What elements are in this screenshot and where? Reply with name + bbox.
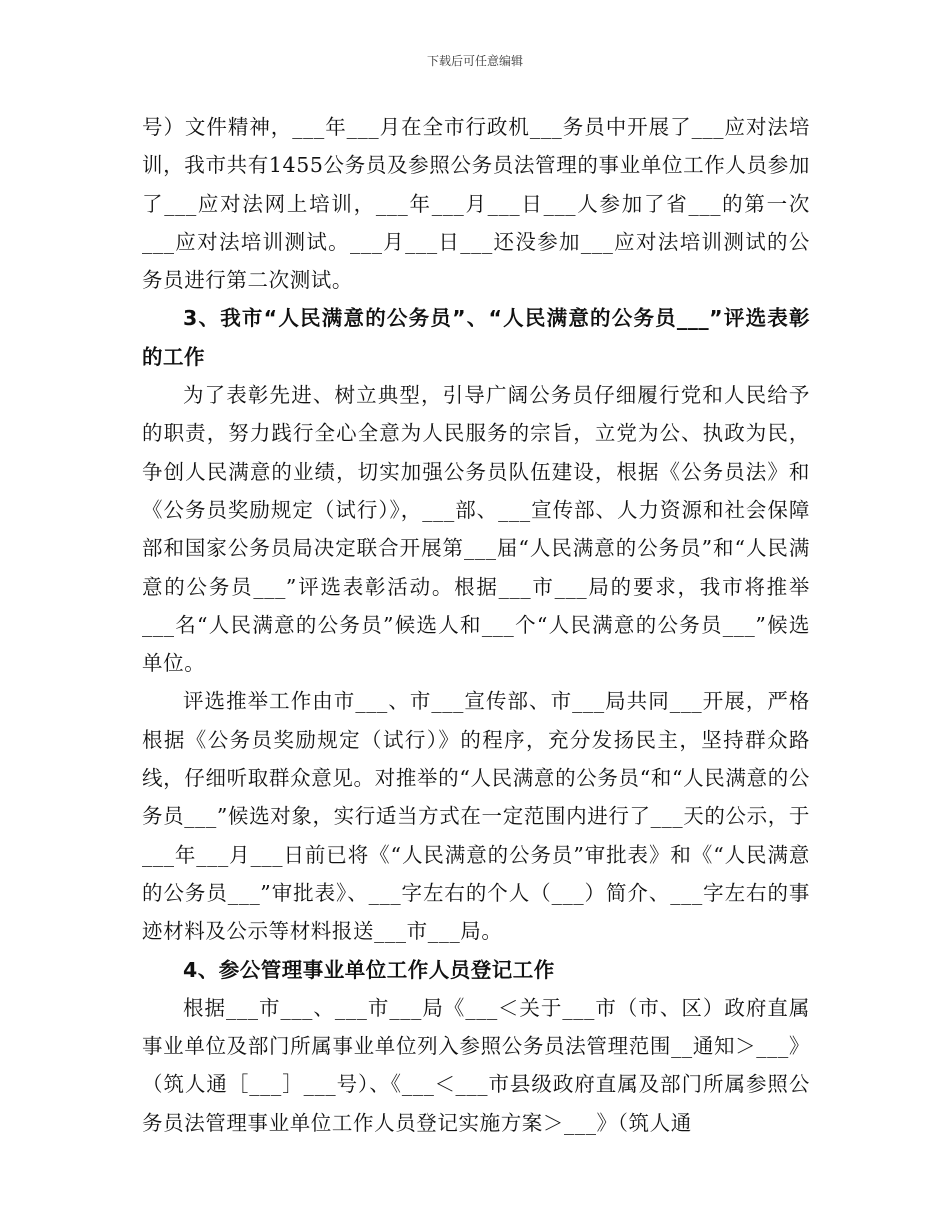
paragraph-selection: 评选推举工作由市___、市___宣传部、市___局共同___开展，严格根据《公务员奖励规定（试行）》的程序，充分发扬民主，坚持群众路线，仔细听取群众意见。对推举的“人民满意的公务员“和“人民满意的公务员___”候选对象，实行适当方式在一定范围内进行了___天的公示，于___年___月___日前已将《“人民满意的公务员”审批表》和《“人民满意的公务员___”审批表》、___字左右的个人（___）简介、___字左右的事迹材料及公示等材料报送___市___局。 bbox=[142, 689, 810, 944]
paragraph-training: 号）文件精神，___年___月在全市行政机___务员中开展了___应对法培训，我市共有1455公务员及参照公务员法管理的事业单位工作人员参加了___应对法网上培训，___年___月___日___人参加了省___的第一次___应对法培训测试。___月___日___还没参加___应对法培训测试的公务员进行第二次测试。 bbox=[142, 115, 810, 293]
document-body bbox=[142, 108, 810, 1142]
paragraph-registration: 根据___市___、___市___局《___＜关于___市（市、区）政府直属事业单位及部门所属事业单位列入参照公务员法管理范围__通知＞___》（筑人通［___］___号）、《___＜___市县级政府直属及部门所属参照公务员法管理事业单位工作人员登记实施方案＞___》（筑人通 bbox=[142, 995, 810, 1135]
page-header: 下载后可任意编辑 bbox=[426, 54, 523, 68]
section-heading-3: 3、我市“人民满意的公务员”、“人民满意的公务员___”评选表彰的工作 bbox=[142, 306, 810, 369]
paragraph-commendation: 为了表彰先进、树立典型，引导广阔公务员仔细履行党和人民给予的职责，努力践行全心全意为人民服务的宗旨，立党为公、执政为民，争创人民满意的业绩，切实加强公务员队伍建设，根据《公务员法》和《公务员奖励规定（试行）》，___部、___宣传部、人力资源和社会保障部和国家公务员局决定联合开展第___届“人民满意的公务员”和“人民满意的公务员___”评选表彰活动。根据___市___局的要求，我市将推举___名“人民满意的公务员”候选人和___个“人民满意的公务员___”候选单位。 bbox=[142, 383, 810, 676]
section-heading-4: 4、参公管理事业单位工作人员登记工作 bbox=[183, 957, 555, 982]
